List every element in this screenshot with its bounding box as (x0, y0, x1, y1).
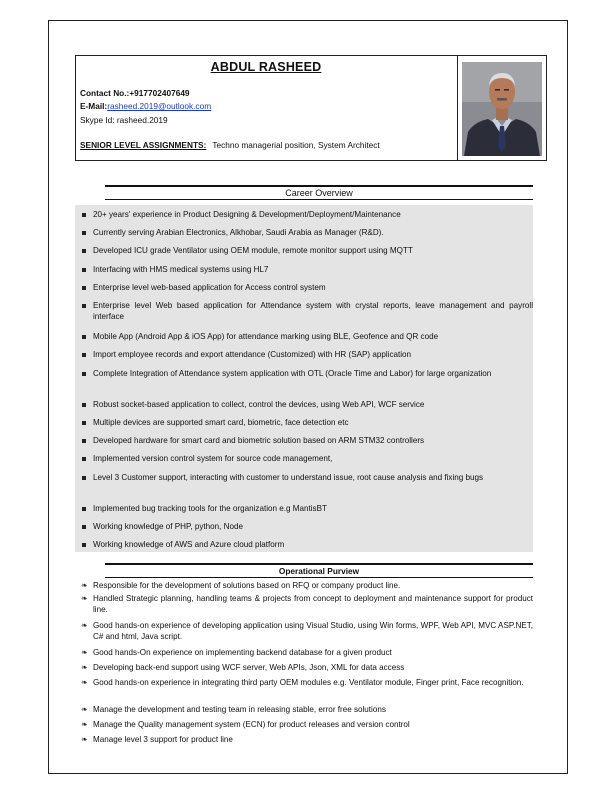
career-overview-title: Career Overview (105, 185, 533, 200)
square-bullet-icon (82, 439, 86, 443)
operational-purview-item: Good hands-on experience of developing application using Visual Studio, using Win forms, WPF, Web API, MVC ASP.NET, C# and html, Java script. (93, 621, 533, 641)
career-overview-item: Working knowledge of AWS and Azure cloud platform (93, 540, 285, 549)
email-link[interactable]: rasheed.2019@outlook.com (107, 101, 212, 111)
career-overview-item: Mobile App (Android App & iOS App) for attendance marking using BLE, Geofence and QR code (93, 332, 439, 341)
email-label: E-Mail: (80, 101, 108, 111)
square-bullet-icon (82, 286, 86, 290)
career-overview-item: Level 3 Customer support, interacting with customer to understand issue, root cause analysis and fixing bugs (93, 473, 484, 482)
floral-bullet-icon: ❧ (81, 648, 88, 657)
floral-bullet-icon: ❧ (81, 705, 88, 714)
profile-photo (462, 62, 542, 156)
square-bullet-icon (82, 507, 86, 511)
career-overview-item: Working knowledge of PHP, python, Node (93, 522, 243, 531)
square-bullet-icon (82, 268, 86, 272)
square-bullet-icon (82, 543, 86, 547)
square-bullet-icon (82, 335, 86, 339)
assignments-row (80, 140, 380, 150)
career-overview-item: Enterprise level Web based application for Attendance system with crystal reports, leave management and payroll interface (93, 301, 533, 321)
floral-bullet-icon: ❧ (81, 720, 88, 729)
square-bullet-icon (82, 231, 86, 235)
operational-purview-item: Handled Strategic planning, handling teams & projects from concept to deployment and maintenance support for product line. (93, 594, 533, 614)
email-row (80, 101, 211, 111)
header-divider (457, 55, 458, 161)
square-bullet-icon (82, 403, 86, 407)
operational-purview-item: Developing back-end support using WCF server, Web APIs, Json, XML for data access (93, 663, 405, 672)
operational-purview-item: Manage the development and testing team in releasing stable, error free solutions (93, 705, 386, 714)
square-bullet-icon (82, 476, 86, 480)
floral-bullet-icon: ❧ (81, 621, 88, 630)
career-overview-item: Developed hardware for smart card and biometric solution based on ARM STM32 controllers (93, 436, 425, 445)
square-bullet-icon (82, 304, 86, 308)
operational-purview-item: Manage level 3 support for product line (93, 735, 233, 744)
operational-purview-item: Good hands-on experience in integrating third party OEM modules e.g. Ventilator module, Finger print, Face recognition. (93, 678, 524, 687)
career-overview-item: Interfacing with HMS medical systems using HL7 (93, 265, 269, 274)
square-bullet-icon (82, 525, 86, 529)
floral-bullet-icon: ❧ (81, 678, 88, 687)
floral-bullet-icon: ❧ (81, 735, 88, 744)
career-overview-item: Import employee records and export attendance (Customized) with HR (SAP) application (93, 350, 412, 359)
contact-value: +917702407649 (129, 88, 190, 98)
square-bullet-icon (82, 421, 86, 425)
floral-bullet-icon: ❧ (81, 581, 88, 590)
career-overview-item: Implemented version control system for source code management, (93, 454, 333, 463)
operational-purview-title: Operational Purview (105, 563, 533, 578)
square-bullet-icon (82, 213, 86, 217)
square-bullet-icon (82, 457, 86, 461)
career-overview-item: Currently serving Arabian Electronics, Alkhobar, Saudi Arabia as Manager (R&D). (93, 228, 384, 237)
candidate-name: ABDUL RASHEED (210, 60, 322, 74)
floral-bullet-icon: ❧ (81, 663, 88, 672)
career-overview-item: Robust socket-based application to collect, control the devices, using Web API, WCF service (93, 400, 425, 409)
career-overview-item: Developed ICU grade Ventilator using OEM module, remote monitor support using MQTT (93, 246, 413, 255)
career-overview-item: Enterprise level web-based application for Access control system (93, 283, 326, 292)
career-overview-item: Multiple devices are supported smart card, biometric, face detection etc (93, 418, 349, 427)
square-bullet-icon (82, 372, 86, 376)
career-overview-item: Implemented bug tracking tools for the organization e.g MantisBT (93, 504, 327, 513)
assignments-value: Techno managerial position, System Architect (212, 140, 380, 150)
skype-label: Skype Id: (80, 115, 117, 125)
square-bullet-icon (82, 249, 86, 253)
square-bullet-icon (82, 353, 86, 357)
skype-value: rasheed.2019 (116, 115, 168, 125)
operational-purview-item: Good hands-On experience on implementing backend database for a given product (93, 648, 392, 657)
skype-row (80, 115, 168, 125)
career-overview-item: 20+ years' experience in Product Designing & Development/Deployment/Maintenance (93, 210, 401, 219)
career-overview-item: Complete Integration of Attendance system application with OTL (Oracle Time and Labor) for large organization (93, 369, 492, 378)
assignments-label: SENIOR LEVEL ASSIGNMENTS: (80, 140, 207, 150)
floral-bullet-icon: ❧ (81, 594, 88, 603)
contact-number-row (80, 88, 190, 98)
operational-purview-item: Manage the Quality management system (ECN) for product releases and version control (93, 720, 410, 729)
operational-purview-item: Responsible for the development of solutions based on RFQ or company product line. (93, 581, 401, 590)
contact-label: Contact No.: (80, 88, 130, 98)
